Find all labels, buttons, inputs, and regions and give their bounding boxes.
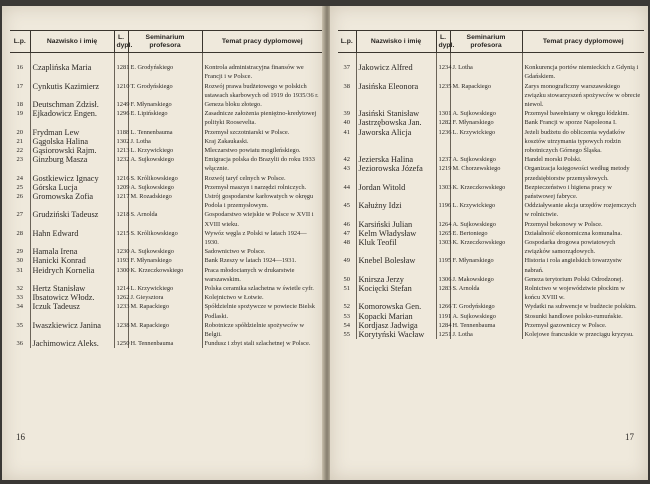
row-lp: 31 <box>16 266 23 274</box>
table-row <box>10 247 322 256</box>
row-lp: 45 <box>343 202 350 210</box>
row-name: Iwaszkiewicz Janina <box>30 321 114 339</box>
header-seminar: Seminarium profesora <box>450 31 522 53</box>
row-name: Knebel Bolesław <box>356 256 436 274</box>
row-lp: 34 <box>16 303 23 311</box>
table-header-row <box>10 31 322 53</box>
header-topic: Temat pracy dyplomowej <box>522 31 644 53</box>
row-lp: 38 <box>343 82 350 90</box>
row-seminar: L. Tennenbauma <box>128 128 202 137</box>
row-name: Cynkutis Kazimierz <box>30 82 114 100</box>
row-topic: Przemysł maszyn i narzędzi rolniczych. <box>202 183 322 192</box>
row-name: Kocięcki Stefan <box>356 284 436 302</box>
row-name: Frydman Lew <box>30 128 114 137</box>
row-name: Ginzburg Masza <box>30 155 114 173</box>
row-diploma-number: 1235 <box>436 82 450 110</box>
table-row <box>338 128 644 156</box>
row-diploma-number: 1281 <box>114 53 128 82</box>
table-row <box>10 229 322 247</box>
row-topic: Działalność ekonomiczna komunalna. <box>522 229 644 238</box>
row-topic: Bank Rzeszy w latach 1924—1931. <box>202 256 322 265</box>
table-row <box>338 284 644 302</box>
row-topic: Wydatki na subwencje w budżecie polskim. <box>522 302 644 311</box>
row-topic: Rozwój taryf celnych w Polsce. <box>202 174 322 183</box>
row-diploma-number: 1188 <box>114 128 128 137</box>
row-topic: Rozwój prawa budżetowego w polskich ustawach skarbowych od 1919 do 1935/36 r. <box>202 82 322 100</box>
row-diploma-number: 1238 <box>114 321 128 339</box>
row-topic: Fundusz i zbyt stali szlachetnej w Polsce. <box>202 339 322 348</box>
row-name: Górska Lucja <box>30 183 114 192</box>
row-lp: 43 <box>343 165 350 173</box>
row-name: Jordan Witold <box>356 183 436 201</box>
row-topic: Kolejowe francuskie w przeciągu kryzysu. <box>522 330 644 339</box>
row-lp: 28 <box>16 229 23 237</box>
row-lp: 24 <box>16 174 23 182</box>
row-seminar: A. Sujkowskiego <box>450 155 522 164</box>
row-seminar: F. Młynarskiego <box>450 118 522 127</box>
row-name: Korytyński Wacław <box>356 330 436 339</box>
row-topic: Handel morski Polski. <box>522 155 644 164</box>
row-seminar: L. Krzywickiego <box>128 284 202 293</box>
row-lp: 26 <box>16 193 23 201</box>
header-lp: L.p. <box>338 31 356 53</box>
row-seminar: K. Krzeczkowskiego <box>450 183 522 201</box>
row-name: Ibsatowicz Włodz. <box>30 293 114 302</box>
row-topic: Polska ceramika szlachetna w świetle cyfr. <box>202 284 322 293</box>
row-seminar: T. Grodyńskiego <box>128 82 202 100</box>
row-lp: 18 <box>16 101 23 108</box>
row-seminar: T. Grodyńskiego <box>450 302 522 311</box>
row-topic: Kraj Zakaukaski. <box>202 137 322 146</box>
row-lp: 35 <box>16 321 23 329</box>
row-diploma-number: 1210 <box>114 82 128 100</box>
row-topic: Bezpieczeństwo i higiena pracy w państwowej fabryce. <box>522 183 644 201</box>
row-name: Knirsza Jerzy <box>356 275 436 284</box>
row-name: Jachimowicz Aleks. <box>30 339 114 348</box>
row-seminar: K. Krzeczkowskiego <box>450 238 522 256</box>
row-name: Kopacki Marian <box>356 312 436 321</box>
row-topic: Bank Francji w sporze Napoleona I. <box>522 118 644 127</box>
table-row <box>10 266 322 284</box>
table-row <box>10 174 322 183</box>
row-seminar: S. Królikowskiego <box>128 174 202 183</box>
row-seminar: E. Lipińskiego <box>128 109 202 127</box>
row-name: Jezierska Halina <box>356 155 436 164</box>
row-topic: Konkurencja portów niemieckich z Gdynią i Gdańskiem. <box>522 53 644 82</box>
row-name: Gągolska Halina <box>30 137 114 146</box>
row-lp: 19 <box>16 110 23 118</box>
row-topic: Robotnicze spółdzielnie spożywców w Belgii. <box>202 321 322 339</box>
table-row <box>10 256 322 265</box>
row-diploma-number: 1196 <box>436 201 450 219</box>
row-lp: 33 <box>16 294 23 302</box>
table-row <box>338 330 644 339</box>
page-number-right: 17 <box>625 432 634 442</box>
row-seminar: A. Sujkowskiego <box>450 312 522 321</box>
table-row <box>338 183 644 201</box>
row-name: Karsiński Julian <box>356 220 436 229</box>
row-topic: Stosunki handlowe polsko-rumuńskie. <box>522 312 644 321</box>
row-seminar: M. Chorzewskiego <box>450 164 522 182</box>
row-diploma-number: 1283 <box>436 284 450 302</box>
row-seminar: M. Rapackiego <box>128 321 202 339</box>
row-lp: 29 <box>16 248 23 256</box>
row-topic: Przemysł gazowniczy w Polsce. <box>522 321 644 330</box>
row-name: Komorowska Gen. <box>356 302 436 311</box>
table-row <box>10 302 322 320</box>
row-lp: 54 <box>343 321 350 329</box>
row-name: Iczuk Tadeusz <box>30 302 114 320</box>
row-diploma-number: 1266 <box>436 302 450 311</box>
row-name: Kałużny Idzi <box>356 201 436 219</box>
row-topic: Zarys monograficzny warszawskiego związku stowarzyszeń spożywców w obrecie niewol. <box>522 82 644 110</box>
row-lp: 40 <box>343 119 350 127</box>
row-topic: Geneza bloku złotego. <box>202 100 322 109</box>
row-topic: Organizacja księgowości według metody przedsiębiorstw przemysłowych. <box>522 164 644 182</box>
table-row <box>10 210 322 228</box>
row-seminar: S. Królikowskiego <box>128 229 202 247</box>
row-lp: 53 <box>343 312 350 320</box>
table-row <box>10 109 322 127</box>
row-topic: Jeżeli budżetu do obliczenia wydatków kosztów utrzymania typowych rodzin robotniczych Górnego Śląska. <box>522 128 644 156</box>
table-row <box>10 137 322 146</box>
row-name: Hanicki Konrad <box>30 256 114 265</box>
row-topic: Przemysł bekonowy w Polsce. <box>522 220 644 229</box>
row-diploma-number: 1213 <box>114 146 128 155</box>
row-name: Jakowicz Alfred <box>356 53 436 82</box>
row-seminar: A. Sujkowskiego <box>450 109 522 118</box>
table-row <box>338 229 644 238</box>
row-name: Kluk Teofil <box>356 238 436 256</box>
table-row <box>10 183 322 192</box>
row-diploma-number: 1209 <box>114 183 128 192</box>
row-diploma-number: 1265 <box>436 229 450 238</box>
row-diploma-number: 1217 <box>114 192 128 210</box>
row-seminar: K. Krzeczkowskiego <box>128 266 202 284</box>
row-lp: 21 <box>16 137 23 145</box>
row-name: Hertz Stanisław <box>30 284 114 293</box>
table-row <box>338 312 644 321</box>
row-topic: Kolejnictwo w Łotwie. <box>202 293 322 302</box>
table-row <box>338 302 644 311</box>
row-diploma-number: 1249 <box>114 100 128 109</box>
table-row <box>338 109 644 118</box>
row-diploma-number: 1216 <box>114 174 128 183</box>
row-seminar: E. Bertoniego <box>450 229 522 238</box>
row-lp: 46 <box>343 220 350 228</box>
row-seminar: F. Młynarskiego <box>128 100 202 109</box>
row-name: Hamala Irena <box>30 247 114 256</box>
row-name: Hahn Edward <box>30 229 114 247</box>
table-row <box>10 321 322 339</box>
left-register-table <box>10 30 322 348</box>
row-topic: Sadownictwo w Polsce. <box>202 247 322 256</box>
table-row <box>338 82 644 110</box>
row-lp: 37 <box>343 64 350 72</box>
row-seminar: M. Rapackiego <box>450 82 522 110</box>
row-diploma-number: 1250 <box>114 339 128 348</box>
table-row <box>338 238 644 256</box>
row-lp: 20 <box>16 128 23 136</box>
row-diploma-number: 1284 <box>436 321 450 330</box>
row-seminar: J. Gieysztora <box>128 293 202 302</box>
row-name: Gromowska Zofia <box>30 192 114 210</box>
row-name: Czaplińska Maria <box>30 53 114 82</box>
row-seminar: H. Tennenbauma <box>128 339 202 348</box>
row-lp: 32 <box>16 285 23 293</box>
table-row <box>10 53 322 82</box>
header-name: Nazwisko i imię <box>30 31 114 53</box>
table-header-row <box>338 31 644 53</box>
row-diploma-number: 1195 <box>436 256 450 274</box>
row-diploma-number: 1191 <box>436 312 450 321</box>
row-lp: 41 <box>343 128 350 136</box>
row-seminar: J. Lotha <box>450 53 522 82</box>
table-row <box>10 146 322 155</box>
row-name: Kelm Władysław <box>356 229 436 238</box>
table-row <box>10 128 322 137</box>
row-lp: 23 <box>16 156 23 164</box>
header-topic: Temat pracy dyplomowej <box>202 31 322 53</box>
table-row <box>10 192 322 210</box>
table-row <box>10 339 322 348</box>
table-row <box>10 100 322 109</box>
table-row <box>338 321 644 330</box>
header-lp: L.p. <box>10 31 30 53</box>
row-lp: 51 <box>343 285 350 293</box>
row-diploma-number: 1301 <box>436 109 450 118</box>
row-topic: Przemysł bawełniany w okręgu łódzkim. <box>522 109 644 118</box>
row-topic: Wywóz węgla z Polski w latach 1924—1930. <box>202 229 322 247</box>
right-page <box>330 6 648 480</box>
header-seminar: Seminarium profesora <box>128 31 202 53</box>
row-diploma-number: 1237 <box>436 155 450 164</box>
row-diploma-number: 1234 <box>436 53 450 82</box>
row-diploma-number: 1219 <box>436 164 450 182</box>
table-row <box>338 118 644 127</box>
row-seminar: F. Młynarskiego <box>128 256 202 265</box>
table-row <box>338 201 644 219</box>
right-table-body <box>338 53 644 340</box>
row-seminar: A. Sujkowskiego <box>128 183 202 192</box>
row-diploma-number: 1251 <box>436 330 450 339</box>
row-lp: 39 <box>343 110 350 118</box>
row-name: Gostkiewicz Ignacy <box>30 174 114 183</box>
right-register-table <box>338 30 644 339</box>
row-lp: 52 <box>343 303 350 311</box>
row-diploma-number: 1215 <box>114 229 128 247</box>
row-name: Grudziński Tadeusz <box>30 210 114 228</box>
row-seminar: S. Arnolda <box>450 284 522 302</box>
row-seminar: A. Sujkowskiego <box>450 220 522 229</box>
table-row <box>10 293 322 302</box>
table-row <box>10 284 322 293</box>
row-topic: Zasadnicze założenia pieniężno-kredytowej polityki Roosevelta. <box>202 109 322 127</box>
row-lp: 50 <box>343 275 350 283</box>
row-name: Ejkadowicz Engen. <box>30 109 114 127</box>
row-diploma-number: 1230 <box>114 247 128 256</box>
row-lp: 16 <box>16 64 23 72</box>
row-name: Jeziorowska Józefa <box>356 164 436 182</box>
left-page <box>2 6 324 480</box>
row-diploma-number: 1300 <box>114 266 128 284</box>
row-topic: Ustrój gospodarstw karłowatych w okręgu Podola i przemysłowym. <box>202 192 322 210</box>
row-name: Heidrych Kornelia <box>30 266 114 284</box>
row-seminar: L. Krzywickiego <box>450 128 522 156</box>
row-seminar: H. Tennenbauma <box>450 321 522 330</box>
table-row <box>338 220 644 229</box>
row-name: Jaworska Alicja <box>356 128 436 156</box>
page-number-left: 16 <box>16 432 25 442</box>
row-seminar: L. Krzywickiego <box>128 146 202 155</box>
row-lp: 27 <box>16 211 23 219</box>
row-topic: Emigracja polska do Brazylii do roku 1933 włącznie. <box>202 155 322 173</box>
row-name: Jastrzębowska Jan. <box>356 118 436 127</box>
row-diploma-number: 1193 <box>114 256 128 265</box>
row-topic: Przemysł szczotniarski w Polsce. <box>202 128 322 137</box>
row-name: Jasiński Stanisław <box>356 109 436 118</box>
row-topic: Mleczarstwo powiatu mogileńskiego. <box>202 146 322 155</box>
left-table-body <box>10 53 322 349</box>
row-seminar: E. Grodyńskiego <box>128 53 202 82</box>
row-seminar: M. Rapackiego <box>128 302 202 320</box>
row-lp: 44 <box>343 183 350 191</box>
row-name: Gąsiorowski Rajm. <box>30 146 114 155</box>
row-diploma-number: 1303 <box>436 183 450 201</box>
row-topic: Geneza terytorium Polski Odrodzonej. <box>522 275 644 284</box>
row-diploma-number: 1214 <box>114 284 128 293</box>
table-row <box>338 256 644 274</box>
row-topic: Gospodarka drogowa powiatowych związków samorządowych. <box>522 238 644 256</box>
row-topic: Oddziaływanie akcja urzędów rozjemczych w rolnictwie. <box>522 201 644 219</box>
row-topic: Kontrola administracyjna finansów we Francji i w Polsce. <box>202 53 322 82</box>
row-seminar: A. Sujkowskiego <box>128 155 202 173</box>
table-row <box>338 53 644 82</box>
row-lp: 22 <box>16 147 23 155</box>
table-row <box>10 155 322 173</box>
header-dypl: L. dypl. <box>114 31 128 53</box>
row-seminar: S. Arnolda <box>128 210 202 228</box>
row-seminar: L. Krzywickiego <box>450 201 522 219</box>
row-seminar: M. Rozadskiego <box>128 192 202 210</box>
row-diploma-number: 1302 <box>114 137 128 146</box>
row-lp: 42 <box>343 156 350 164</box>
row-lp: 25 <box>16 183 23 191</box>
row-name: Deutschman Zdzisł. <box>30 100 114 109</box>
header-dypl: L. dypl. <box>436 31 450 53</box>
row-topic: Praca młodocianych w drukarstwie warszawskim. <box>202 266 322 284</box>
table-row <box>10 82 322 100</box>
row-diploma-number: 1262 <box>114 293 128 302</box>
table-row <box>338 164 644 182</box>
row-topic: Historia i rola angielskich towarzystw nabrań. <box>522 256 644 274</box>
row-topic: Spółdzielnie spożywcze w powiecie Bielsk Podlaski. <box>202 302 322 320</box>
row-diploma-number: 1232 <box>114 155 128 173</box>
header-name: Nazwisko i imię <box>356 31 436 53</box>
row-diploma-number: 1296 <box>114 109 128 127</box>
table-row <box>338 155 644 164</box>
row-diploma-number: 1264 <box>436 220 450 229</box>
row-seminar: J. Lotha <box>450 330 522 339</box>
row-lp: 55 <box>343 331 350 339</box>
row-diploma-number: 1218 <box>114 210 128 228</box>
row-diploma-number: 1236 <box>436 128 450 156</box>
row-lp: 49 <box>343 257 350 265</box>
row-lp: 30 <box>16 257 23 265</box>
row-seminar: F. Młynarskiego <box>450 256 522 274</box>
row-lp: 48 <box>343 239 350 247</box>
row-diploma-number: 1282 <box>436 118 450 127</box>
row-lp: 47 <box>343 229 350 237</box>
row-seminar: J. Makowskiego <box>450 275 522 284</box>
row-name: Jasińska Eleonora <box>356 82 436 110</box>
row-seminar: J. Lotha <box>128 137 202 146</box>
row-diploma-number: 1303 <box>436 238 450 256</box>
row-topic: Gospodarstwo wiejskie w Polsce w XVII i XVIII wieku. <box>202 210 322 228</box>
row-seminar: A. Sujkowskiego <box>128 247 202 256</box>
row-lp: 36 <box>16 340 23 348</box>
row-diploma-number: 1233 <box>114 302 128 320</box>
row-name: Kordjasz Jadwiga <box>356 321 436 330</box>
row-diploma-number: 1306 <box>436 275 450 284</box>
row-topic: Rolnictwo w województwie płockim w końcu XVIII w. <box>522 284 644 302</box>
table-row <box>338 275 644 284</box>
row-lp: 17 <box>16 82 23 90</box>
